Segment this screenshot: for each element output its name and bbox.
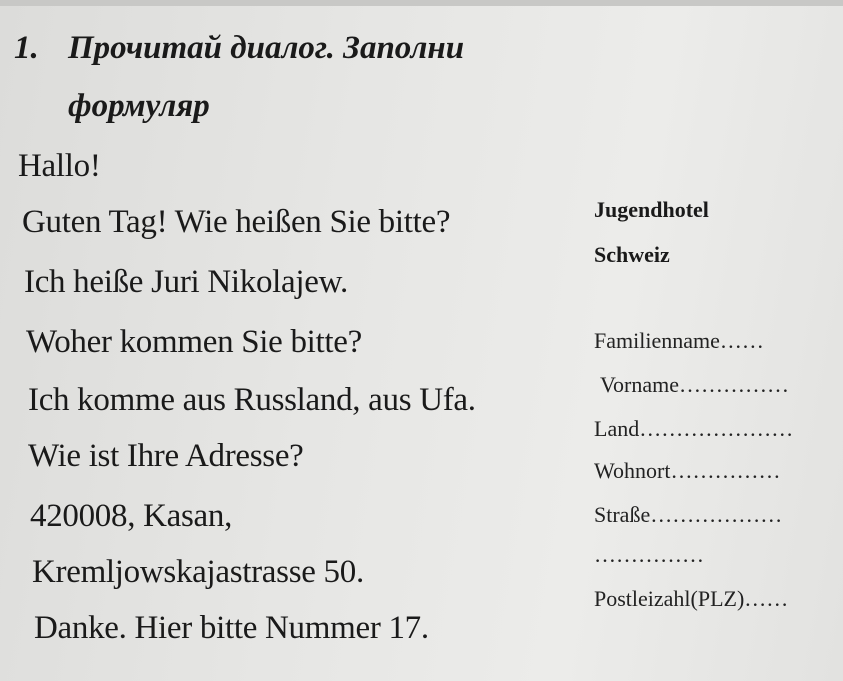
task-number: 1.	[14, 30, 39, 66]
dialog-line: Guten Tag! Wie heißen Sie bitte?	[22, 204, 451, 240]
field-blank: ……………	[594, 542, 704, 567]
field-familienname: Familienname……	[594, 328, 764, 353]
dialog-line: Danke. Hier bitte Nummer 17.	[34, 610, 429, 646]
field-strasse: Straße………………	[594, 502, 783, 527]
dialog-line: Ich heiße Juri Nikolajew.	[24, 264, 348, 300]
dialog-line: Woher kommen Sie bitte?	[26, 324, 362, 360]
dialog-line: Kremljowskajastrasse 50.	[32, 554, 364, 590]
dialog-line: Hallo!	[18, 148, 101, 184]
field-vorname: Vorname……………	[600, 372, 790, 397]
field-wohnort: Wohnort……………	[594, 458, 781, 483]
hotel-name-line-2: Schweiz	[594, 242, 670, 267]
dialog-line: Wie ist Ihre Adresse?	[28, 438, 304, 474]
task-title-line-1: Прочитай диалог. Заполни	[68, 30, 465, 66]
task-title-line-2: формуляр	[68, 88, 210, 124]
field-postleitzahl: Postleizahl(PLZ)……	[594, 586, 789, 611]
hotel-name-line-1: Jugendhotel	[594, 197, 709, 222]
field-land: Land…………………	[594, 416, 794, 441]
dialog-line: 420008, Kasan,	[30, 498, 233, 534]
top-edge	[0, 0, 843, 6]
dialog-line: Ich komme aus Russland, aus Ufa.	[28, 382, 476, 418]
